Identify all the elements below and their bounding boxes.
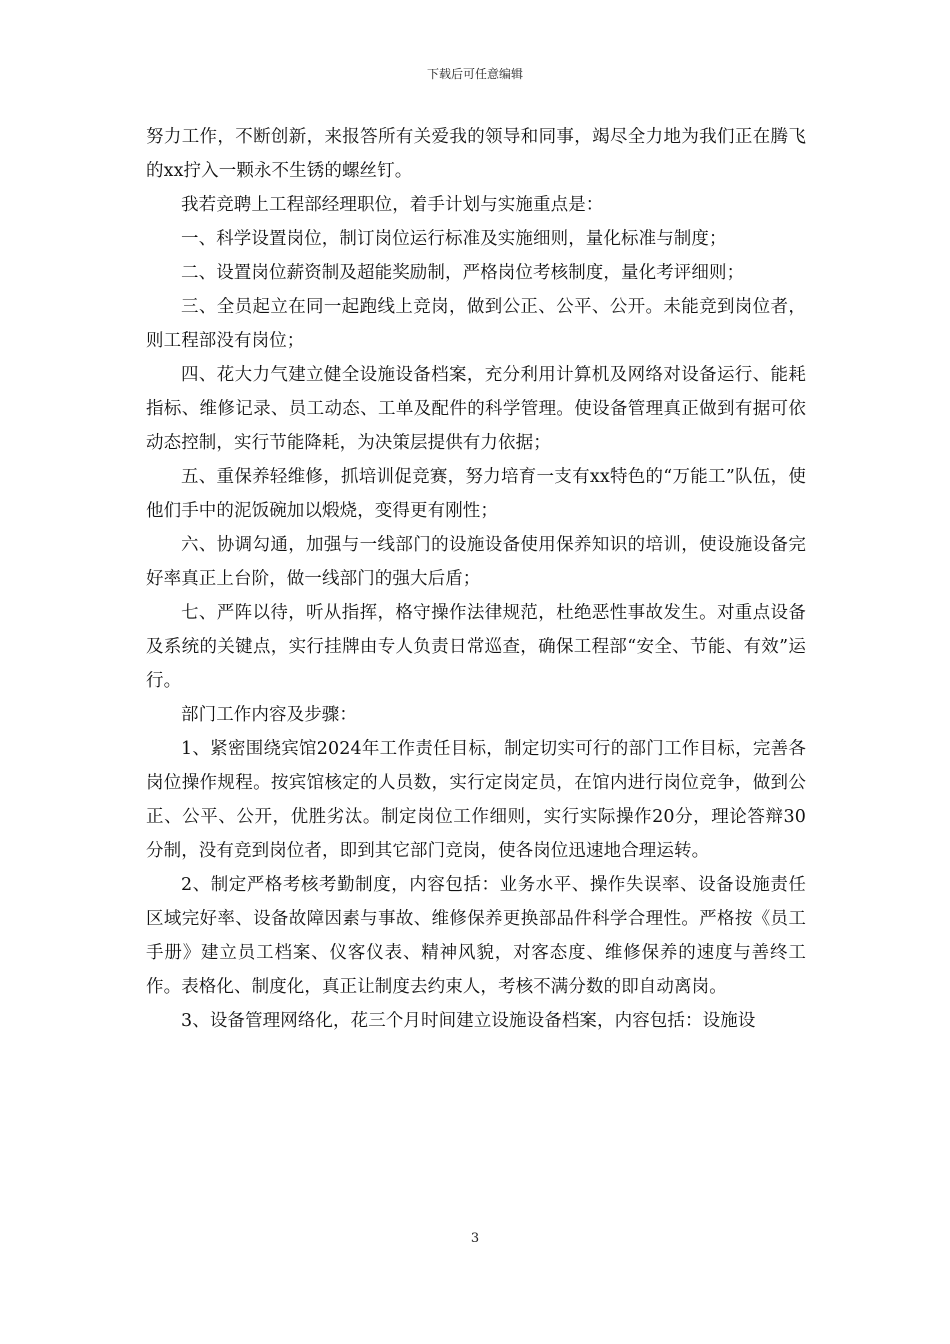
paragraph: 努力工作，不断创新，来报答所有关爱我的领导和同事，竭尽全力地为我们正在腾飞的xx拧入一颗永不生锈的螺丝钉。 [146,127,806,181]
paragraph: 一、科学设置岗位，制订岗位运行标准及实施细则，量化标准与制度； [181,229,727,249]
page-number: 3 [470,1231,480,1246]
document-body [146,120,806,1038]
paragraph: 1、紧密围绕宾馆2024年工作责任目标，制定切实可行的部门工作目标，完善各岗位操作规程。按宾馆核定的人员数，实行定岗定员，在馆内进行岗位竞争，做到公正、公平、公开，优胜劣汰。制定岗位工作细则，实行实际操作20分，理论答辩30分制，没有竞到岗位者，即到其它部门竞岗，使各岗位迅速地合理运转。 [146,739,806,861]
paragraph: 我若竞聘上工程部经理职位，着手计划与实施重点是： [181,195,604,215]
paragraph: 四、花大力气建立健全设施设备档案，充分利用计算机及网络对设备运行、能耗指标、维修记录、员工动态、工单及配件的科学管理。使设备管理真正做到有据可依动态控制，实行节能降耗，为决策层提供有力依据； [146,365,806,453]
paragraph: 部门工作内容及步骤： [181,705,357,725]
paragraph: 六、协调勾通，加强与一线部门的设施设备使用保养知识的培训，使设施设备完好率真正上台阶，做一线部门的强大后盾； [146,535,806,589]
paragraph: 2、制定严格考核考勤制度，内容包括：业务水平、操作失误率、设备设施责任区域完好率、设备故障因素与事故、维修保养更换部品件科学合理性。严格按《员工手册》建立员工档案、仪客仪表、精神风貌，对客态度、维修保养的速度与善终工作。表格化、制度化，真正让制度去约束人，考核不满分数的即自动离岗。 [146,875,806,997]
page-header: 下载后可任意编辑 [426,67,523,81]
paragraph: 3、设备管理网络化，花三个月时间建立设施设备档案，内容包括：设施设 [181,1011,756,1031]
paragraph: 二、设置岗位薪资制及超能奖励制，严格岗位考核制度，量化考评细则； [181,263,745,283]
paragraph: 七、严阵以待，听从指挥，格守操作法律规范，杜绝恶性事故发生。对重点设备及系统的关键点，实行挂牌由专人负责日常巡查，确保工程部“安全、节能、有效”运行。 [146,603,806,691]
paragraph: 三、全员起立在同一起跑线上竞岗，做到公正、公平、公开。未能竞到岗位者，则工程部没有岗位； [146,297,806,351]
paragraph: 五、重保养轻维修，抓培训促竞赛，努力培育一支有xx特色的“万能工”队伍，使他们手中的泥饭碗加以煅烧，变得更有刚性； [146,467,806,521]
